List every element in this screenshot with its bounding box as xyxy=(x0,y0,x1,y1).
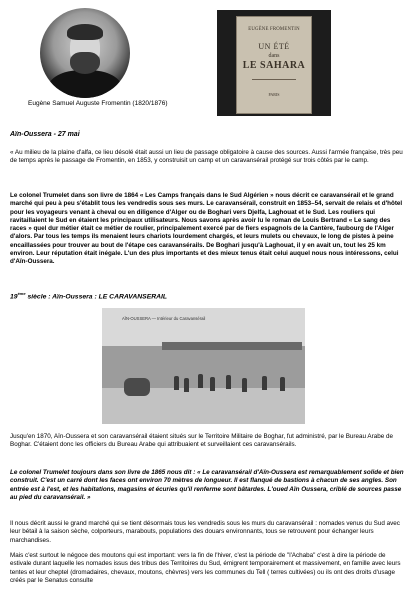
book-author: EUGÈNE FROMENTIN xyxy=(248,27,300,32)
paragraph-2: Le colonel Trumelet dans son livre de 1864 « Les Camps français dans le Sud Algérien » nous décrit ce caravansérail et le grand marché qui peu à peu s'établit tous les vendredis sous ses murs. Le caravansérail, construit en 1853–54, servait de relais et d'hôtel pour les voyageurs venant à cheval ou en diligence d'Alger ou de Boghari vers Djelfa, Laghouat et le Sud. Les rouliers qui ravitaillaient le Sud en étaient les principaux utilisateurs. Nous savons après avoir lu le roman de Louis Bertrand « Le sang des races » quel dur métier était ce métier de roulier, principalement exercé par de fiers espagnols de la Cantère, faubourg de l'Alger d'alors. Par tous les temps ils menaient leurs chariots lourdement chargés, et leurs mulets ou chevaux, le long de pistes à peine encaillassées pour trouver au bout de l'étape ces caravansérails. De Boghari jusqu'à Laghouat, il y en avait un, tout les 25 km environ. Leur réputation était inégale. L'un des plus importants et des mieux tenus était celui auquel nous nous intéressons, celui d'Aïn-Oussera. xyxy=(10,192,403,266)
paragraph-6: Mais c'est surtout le négoce des moutons qui est important: vers la fin de l'hiver, c'est la période de "l'Achaba" c'est à dire la période de estivale durant laquelle les nomades issus des tribus des Territoires du Sud, émigrent temporairement et massivement, en famille avec leurs tentes et leur cheptel (dromadaires, chevaux, moutons, chèvres) vers les communes du Tell ( terres cultivées) ou ils ont des droits d'usage créés par le Senatus consulte xyxy=(10,552,401,584)
section-heading-caravanserail: 19ème siècle : Aïn-Oussera : LE CARAVANSERAIL xyxy=(10,291,168,301)
paragraph-5: Il nous décrit aussi le grand marché qui se tient désormais tous les vendredis sous les murs du caravansérail : nomades venus du Sud avec leur bétail à la saison sèche, colporteurs, marabouts, populations des douars environnants, tous se retrouvent pour échanger leurs marchandises. xyxy=(10,520,400,544)
paragraph-1: « Au milieu de la plaine d'alfa, ce lieu désolé était aussi un lieu de passage obligatoire à cause des sources. Aussi l'armée française, très peu de temps après le passage de Fromentin, en 1853, y construisit un camp et un caravansérail protégé sur trois côtés par le camp. xyxy=(10,149,403,165)
paragraph-4: Le colonel Trumelet toujours dans son livre de 1865 nous dit : « Le caravansérail d'Aïn-Oussera est remarquablement solide et bien construit. C'est un carré dont les faces ont environ 70 mètres de longueur. Il est flanqué de bastions à chacun de ses angles. Son entrée est à l'est, et les habitations, magasins et écuries qu'il renferme sont bâtardes. L'oued Aïn Oussera, criblé de sources passe au pied du caravansérail. » xyxy=(10,469,404,501)
book-title-line1: UN ÉTÉ xyxy=(258,42,290,51)
book-cover-photo xyxy=(217,10,331,116)
portrait-photo xyxy=(40,8,130,98)
book-title-line2: dans xyxy=(268,53,280,59)
book-title-line3: LE SAHARA xyxy=(242,60,306,71)
caravanserail-postcard-photo xyxy=(102,308,305,424)
paragraph-3: Jusqu'en 1870, Aïn-Oussera et son caravansérail étaient situés sur le Territoire Militaire de Boghar, fut administré, par le Bureau Arabe de Boghar. C'étaient donc les officiers du Bureau Arabe qui attribuaient et surveillaient ces caravansérails. xyxy=(10,433,393,449)
portrait-caption: Eugène Samuel Auguste Fromentin (1820/1876) xyxy=(28,100,168,107)
book-publisher: PARIS xyxy=(268,92,280,97)
section-heading-date: Aïn-Oussera - 27 mai xyxy=(10,131,80,138)
postcard-caption: AÏN-OUSSERA — Intérieur du Caravansérail xyxy=(122,316,206,321)
